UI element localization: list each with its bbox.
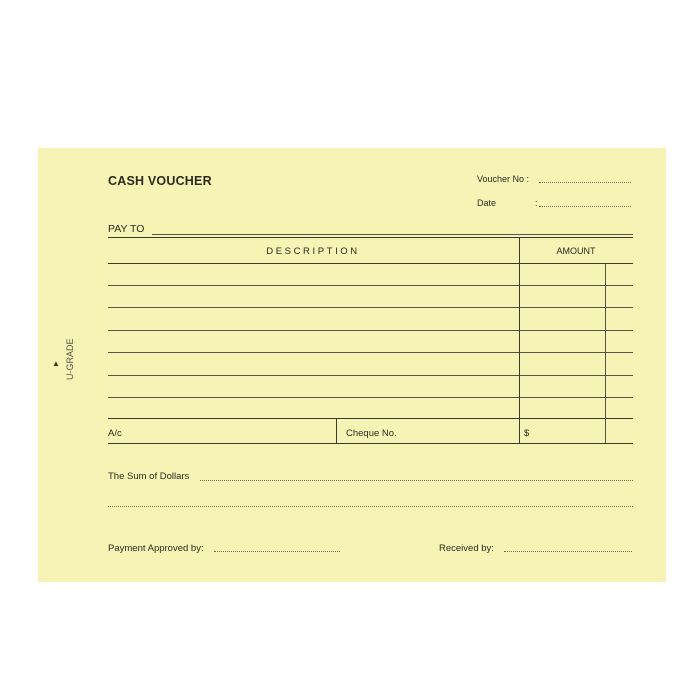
table-row-line[interactable] — [108, 330, 633, 331]
voucher-title: CASH VOUCHER — [108, 174, 212, 188]
voucher-no-field[interactable] — [539, 182, 631, 183]
sum-of-dollars-field[interactable] — [200, 480, 633, 481]
table-row-line[interactable] — [108, 285, 633, 286]
cheque-no-label: Cheque No. — [346, 428, 397, 439]
account-label: A/c — [108, 428, 122, 439]
voucher-no-label: Voucher No : — [477, 174, 530, 184]
received-by-label: Received by: — [439, 543, 494, 554]
payment-approved-field[interactable] — [214, 551, 340, 552]
footer-row-top-border — [108, 418, 633, 419]
date-field[interactable] — [539, 206, 631, 207]
cash-voucher-form — [38, 148, 666, 582]
table-row-line[interactable] — [108, 307, 633, 308]
header-bottom-border — [108, 263, 633, 264]
cents-column-divider — [605, 264, 606, 444]
sum-of-dollars-label: The Sum of Dollars — [108, 471, 190, 482]
currency-symbol: $ — [524, 428, 530, 439]
table-row-line[interactable] — [108, 397, 633, 398]
date-label: Date — [477, 198, 497, 208]
cheque-column-divider — [336, 419, 337, 444]
pay-to-label: PAY TO — [108, 223, 145, 235]
amount-column-divider — [519, 238, 520, 444]
table-row-line[interactable] — [108, 352, 633, 353]
table-row-line[interactable] — [108, 375, 633, 376]
date-colon: : — [535, 198, 538, 208]
table-top-border — [108, 237, 633, 238]
side-brand-mark: U-GRADE — [65, 338, 75, 380]
amount-header: AMOUNT — [556, 246, 596, 256]
triangle-arrow-icon: ▲ — [52, 359, 60, 368]
pay-to-field[interactable] — [152, 234, 633, 235]
received-by-field[interactable] — [504, 551, 632, 552]
table-bottom-border — [108, 443, 633, 444]
sum-of-dollars-field-line2[interactable] — [108, 506, 633, 507]
description-header: DESCRIPTION — [266, 246, 360, 257]
payment-approved-label: Payment Approved by: — [108, 543, 204, 554]
